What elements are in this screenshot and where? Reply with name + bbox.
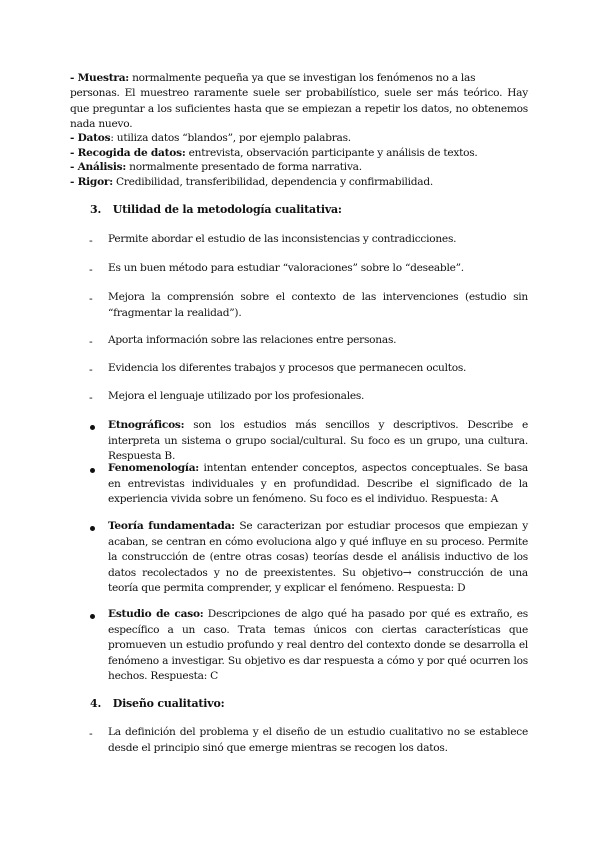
section-3-heading (90, 203, 342, 216)
muestra-text-first: normalmente pequeña ya que se investigan los fenómenos no a las (132, 72, 476, 84)
utilidad-item-text: Es un buen método para estudiar “valoraciones” sobre lo “deseable”. (108, 262, 464, 274)
dash-icon: - (89, 391, 93, 404)
rigor-text: Credibilidad, transferibilidad, dependencia y confirmabilidad. (116, 176, 433, 188)
dash-icon: - (89, 335, 93, 348)
bullet-icon (90, 526, 95, 531)
utilidad-item (108, 333, 528, 349)
section-4-number: 4. (90, 697, 102, 710)
tipo-teoria-fundamentada (108, 519, 528, 597)
section-3-number: 3. (90, 203, 102, 216)
tipo-text: Descripciones de algo qué ha pasado por qué es extraño, es específico a un caso. Trata temas únicos con ciertas características que promueven un estudio profundo y real dentro del contexto donde se desarrolla el fenómeno a investigar. Su objetivo es dar respuesta a cómo y por qué ocurren los hechos. Respuesta: C (108, 608, 528, 682)
rigor-label: - Rigor: (70, 176, 113, 188)
tipo-text: son los estudios más sencillos y descriptivos. Describe e interpreta un sistema o grupo social/cultural. Su foco es un grupo, una cultura. Respuesta B. (108, 419, 528, 462)
muestra-label: - Muestra: (70, 72, 129, 84)
muestra-text-rest: personas. El muestreo raramente suele ser probabilístico, suele ser más teórico. Hay que preguntar a los suficientes hasta que se empiezan a repetir los datos, no obtenemos nada nuevo. (70, 87, 528, 130)
utilidad-item-text: Mejora la comprensión sobre el contexto de las intervenciones (estudio sin “fragmentar la realidad”). (108, 291, 528, 319)
section-4-title: Diseño cualitativo: (112, 697, 225, 710)
section-4-heading (90, 697, 224, 710)
tipo-estudio-de-caso (108, 607, 528, 685)
analisis-line (70, 160, 528, 176)
bullet-icon (90, 425, 95, 430)
diseno-item-text: La definición del problema y el diseño de un estudio cualitativo no se establece desde el principio sinó que emerge mientras se recogen los datos. (108, 726, 528, 754)
tipo-label: Estudio de caso: (108, 608, 204, 620)
bullet-icon (90, 468, 95, 473)
muestra-paragraph (70, 86, 528, 133)
utilidad-item (108, 290, 528, 321)
analisis-text: normalmente presentado de forma narrativa. (129, 161, 362, 173)
dash-icon: - (89, 234, 93, 247)
recogida-text: entrevista, observación participante y análisis de textos. (188, 147, 478, 159)
utilidad-item (108, 389, 528, 405)
dash-icon: - (89, 363, 93, 376)
tipo-etnograficos (108, 418, 528, 465)
utilidad-item-text: Aporta información sobre las relaciones entre personas. (108, 334, 397, 346)
datos-line (70, 131, 528, 147)
datos-text: : utiliza datos “blandos”, por ejemplo palabras. (110, 132, 351, 144)
tipo-fenomenologia (108, 461, 528, 508)
muestra-line (70, 71, 530, 87)
dash-icon: - (89, 292, 93, 305)
utilidad-item (108, 261, 528, 277)
utilidad-item (108, 232, 528, 248)
datos-label: - Datos (70, 132, 111, 144)
utilidad-item-text: Evidencia los diferentes trabajos y procesos que permanecen ocultos. (108, 362, 467, 374)
utilidad-item-text: Mejora el lenguaje utilizado por los profesionales. (108, 390, 365, 402)
section-3-title: Utilidad de la metodología cualitativa: (112, 203, 342, 216)
recogida-label: - Recogida de datos: (70, 147, 186, 159)
analisis-label: - Análisis: (70, 161, 127, 173)
utilidad-item (108, 361, 528, 377)
tipo-label: Fenomenología: (108, 462, 199, 474)
dash-icon: - (89, 727, 93, 740)
tipo-label: Etnográficos: (108, 419, 185, 431)
diseno-item (108, 725, 528, 756)
tipo-text: intentan entender conceptos, aspectos conceptuales. Se basa en entrevistas individuales y en profundidad. Describe el significado de la experiencia vivida sobre un fenómeno. Su foco es el individuo. Respuesta: A (108, 462, 528, 505)
tipo-text: Se caracterizan por estudiar procesos que empiezan y acaban, se centran en cómo evoluciona algo y qué influye en su proceso. Permite la construcción de (entre otras cosas) teorías desde el análisis inductivo de los datos recolectados y no de preexistentes. Su objetivo→ construcción de una teoría que permita comprender, y explicar el fenómeno. Respuesta: D (108, 520, 528, 594)
dash-icon: - (89, 263, 93, 276)
bullet-icon (90, 614, 95, 619)
rigor-line (70, 175, 528, 191)
utilidad-item-text: Permite abordar el estudio de las inconsistencias y contradicciones. (108, 233, 457, 245)
tipo-label: Teoría fundamentada: (108, 520, 235, 532)
